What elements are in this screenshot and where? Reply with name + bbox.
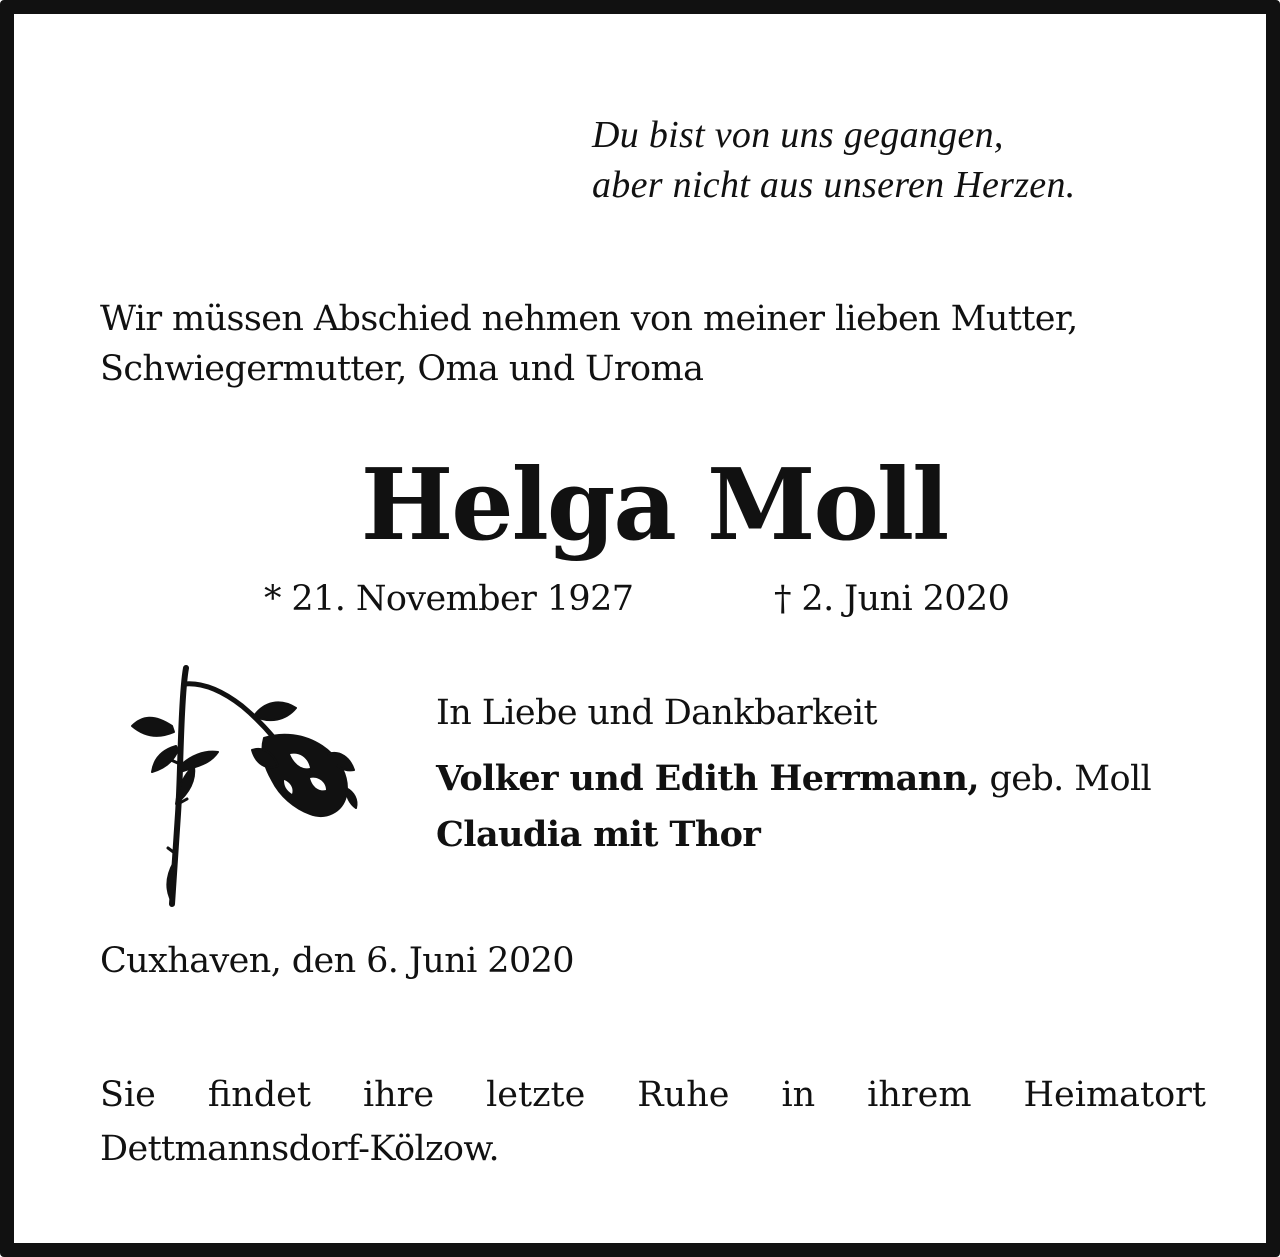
mourner-line-2: Claudia mit Thor bbox=[436, 814, 761, 855]
birth-date: * 21. November 1927 bbox=[264, 579, 634, 619]
rest-word: ihre bbox=[362, 1075, 435, 1115]
motto-verse bbox=[592, 110, 1076, 210]
thanks-line: In Liebe und Dankbarkeit bbox=[436, 693, 877, 733]
death-date: † 2. Juni 2020 bbox=[774, 579, 1010, 619]
rest-word: Sie bbox=[100, 1075, 156, 1115]
intro-line-1: Wir müssen Abschied nehmen von meiner lieben Mutter, bbox=[100, 299, 1078, 339]
maiden-name: geb. Moll bbox=[978, 759, 1152, 799]
motto-line-1: Du bist von uns gegangen, bbox=[592, 114, 1004, 156]
rest-word: Ruhe bbox=[637, 1075, 730, 1115]
resting-place-line-2: Dettmannsdorf-Kölzow. bbox=[100, 1129, 500, 1169]
rest-word: findet bbox=[207, 1075, 311, 1115]
motto-line-2: aber nicht aus unseren Herzen. bbox=[592, 164, 1076, 206]
mourner-names-1: Volker und Edith Herrmann, bbox=[436, 758, 979, 799]
rest-word: Heimatort bbox=[1023, 1075, 1206, 1115]
place-and-date: Cuxhaven, den 6. Juni 2020 bbox=[100, 941, 574, 981]
mourner-line-1 bbox=[436, 754, 1151, 804]
deceased-name: Helga Moll bbox=[360, 448, 948, 563]
rose-icon bbox=[114, 654, 374, 914]
rest-word: letzte bbox=[486, 1075, 586, 1115]
resting-place-line-1 bbox=[100, 1070, 1206, 1120]
intro-text bbox=[100, 294, 1078, 394]
intro-line-2: Schwiegermutter, Oma und Uroma bbox=[100, 349, 704, 389]
rest-word: in bbox=[781, 1075, 816, 1115]
rest-word: ihrem bbox=[867, 1075, 972, 1115]
